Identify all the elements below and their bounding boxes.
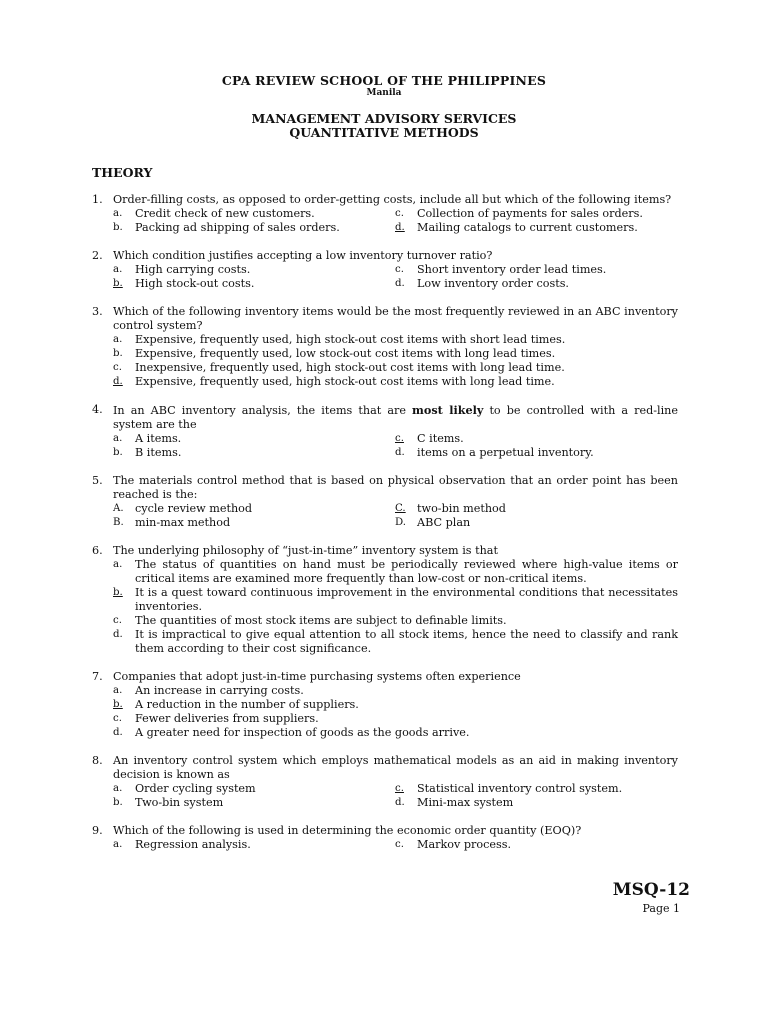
answer-option xyxy=(113,432,395,446)
option-text: Two-bin system xyxy=(135,796,224,809)
question-item xyxy=(92,403,678,460)
question-number: 5. xyxy=(92,474,103,487)
answer-option xyxy=(395,796,678,810)
answer-options xyxy=(113,558,678,656)
answer-option xyxy=(113,614,678,628)
question-number: 2. xyxy=(92,249,103,262)
option-letter: b. xyxy=(113,797,123,808)
option-letter: a. xyxy=(113,839,123,850)
option-text: A reduction in the number of suppliers. xyxy=(135,698,359,711)
option-letter: d. xyxy=(395,278,405,289)
option-letter: c. xyxy=(395,783,404,794)
option-text: A items. xyxy=(135,432,182,445)
option-text: Fewer deliveries from suppliers. xyxy=(135,712,319,725)
option-letter: D. xyxy=(395,517,407,528)
answer-option xyxy=(395,502,678,516)
option-text: High stock-out costs. xyxy=(135,277,255,290)
option-letter: a. xyxy=(113,783,123,794)
answer-option xyxy=(113,333,678,347)
question-item xyxy=(92,305,678,389)
option-text: Packing ad shipping of sales orders. xyxy=(135,221,340,234)
answer-option xyxy=(395,277,678,291)
question-text: Which of the following is used in determining the economic order quantity (EOQ)? xyxy=(113,824,582,837)
option-letter: b. xyxy=(113,278,123,289)
option-text: items on a perpetual inventory. xyxy=(417,446,594,459)
answer-option xyxy=(395,221,678,235)
option-letter: d. xyxy=(113,376,123,387)
option-text: Expensive, frequently used, low stock-out cost items with long lead times. xyxy=(135,347,556,360)
question-item xyxy=(92,474,678,530)
answer-option xyxy=(113,263,395,277)
option-letter: a. xyxy=(113,264,123,275)
school-city: Manila xyxy=(366,88,402,98)
answer-options xyxy=(113,684,678,740)
question-text xyxy=(113,403,678,432)
answer-options xyxy=(113,782,678,810)
answer-options xyxy=(113,432,678,460)
answer-option xyxy=(395,207,678,221)
option-letter: d. xyxy=(395,222,405,233)
subject-title: MANAGEMENT ADVISORY SERVICES xyxy=(251,111,517,126)
question-item xyxy=(92,249,678,291)
option-text: Mini-max system xyxy=(417,796,514,809)
answer-option xyxy=(113,361,678,375)
question-text: Which condition justifies accepting a low inventory turnover ratio? xyxy=(113,249,493,262)
topic-title: QUANTITATIVE METHODS xyxy=(289,125,479,140)
question-list xyxy=(92,193,678,866)
question-text: The underlying philosophy of “just-in-time” inventory system is that xyxy=(113,544,498,557)
question-text: Which of the following inventory items would be the most frequently reviewed in an ABC inventory control system? xyxy=(113,305,678,332)
question-number: 7. xyxy=(92,670,103,683)
question-item xyxy=(92,544,678,656)
option-letter: b. xyxy=(113,447,123,458)
option-letter: B. xyxy=(113,517,124,528)
answer-option xyxy=(113,347,678,361)
option-text: two-bin method xyxy=(417,502,506,515)
answer-option xyxy=(113,446,395,460)
answer-option xyxy=(113,207,395,221)
option-text: Order cycling system xyxy=(135,782,256,795)
answer-option xyxy=(395,838,678,852)
question-emphasis: most likely xyxy=(412,403,484,417)
option-text: C items. xyxy=(417,432,464,445)
question-item xyxy=(92,670,678,740)
option-letter: c. xyxy=(113,362,122,373)
option-letter: a. xyxy=(113,559,123,570)
option-text: cycle review method xyxy=(135,502,253,515)
option-letter: a. xyxy=(113,208,123,219)
option-text: The quantities of most stock items are subject to definable limits. xyxy=(135,614,507,627)
option-letter: c. xyxy=(113,713,122,724)
option-text: It is a quest toward continuous improvement in the environmental conditions that necessitates inventories. xyxy=(135,586,678,613)
option-letter: c. xyxy=(113,615,122,626)
option-text: Mailing catalogs to current customers. xyxy=(417,221,638,234)
option-letter: a. xyxy=(113,433,123,444)
option-letter: d. xyxy=(113,727,123,738)
option-letter: C. xyxy=(395,503,406,514)
option-letter: a. xyxy=(113,685,123,696)
question-item xyxy=(92,754,678,810)
option-text: Expensive, frequently used, high stock-out cost items with long lead time. xyxy=(135,375,555,388)
question-number: 4. xyxy=(92,403,103,416)
answer-option xyxy=(113,516,395,530)
question-text: An inventory control system which employs mathematical models as an aid in making inventory decision is known as xyxy=(113,754,678,781)
option-text: Regression analysis. xyxy=(135,838,251,851)
answer-option xyxy=(113,698,678,712)
question-number: 6. xyxy=(92,544,103,557)
option-text: An increase in carrying costs. xyxy=(135,684,304,697)
question-number: 9. xyxy=(92,824,103,837)
option-text: A greater need for inspection of goods as the goods arrive. xyxy=(135,726,470,739)
answer-option xyxy=(395,446,678,460)
answer-option xyxy=(113,277,395,291)
question-number: 8. xyxy=(92,754,103,767)
answer-option xyxy=(113,221,395,235)
option-text: High carrying costs. xyxy=(135,263,251,276)
option-text: min-max method xyxy=(135,516,231,529)
option-text: Low inventory order costs. xyxy=(417,277,569,290)
option-letter: a. xyxy=(113,334,123,345)
option-letter: A. xyxy=(113,503,124,514)
question-text: Companies that adopt just-in-time purchasing systems often experience xyxy=(113,670,521,683)
option-letter: c. xyxy=(395,839,404,850)
option-text: Markov process. xyxy=(417,838,512,851)
answer-option xyxy=(113,838,395,852)
answer-option xyxy=(395,516,678,530)
answer-option xyxy=(113,684,678,698)
option-text: Statistical inventory control system. xyxy=(417,782,623,795)
option-text: Expensive, frequently used, high stock-out cost items with short lead times. xyxy=(135,333,566,346)
option-text: Inexpensive, frequently used, high stock-out cost items with long lead time. xyxy=(135,361,565,374)
option-letter: b. xyxy=(113,699,123,710)
question-text: Order-filling costs, as opposed to order-getting costs, include all but which of the following items? xyxy=(113,193,672,206)
option-text: B items. xyxy=(135,446,182,459)
option-text: ABC plan xyxy=(417,516,471,529)
option-letter: c. xyxy=(395,208,404,219)
answer-option xyxy=(113,628,678,656)
answer-option xyxy=(113,726,678,740)
option-text: Collection of payments for sales orders. xyxy=(417,207,643,220)
question-item xyxy=(92,193,678,235)
answer-option xyxy=(113,782,395,796)
question-number: 3. xyxy=(92,305,103,318)
option-text: Short inventory order lead times. xyxy=(417,263,607,276)
answer-options xyxy=(113,333,678,389)
question-text: The materials control method that is based on physical observation that an order point has been reached is the: xyxy=(113,474,678,501)
answer-options xyxy=(113,263,678,291)
answer-option xyxy=(395,782,678,796)
answer-option xyxy=(395,432,678,446)
option-letter: d. xyxy=(113,629,123,640)
option-letter: c. xyxy=(395,433,404,444)
option-text: It is impractical to give equal attention to all stock items, hence the need to classify and rank them according to their cost significance. xyxy=(135,628,678,655)
answer-options xyxy=(113,838,678,852)
question-text-part: In an ABC inventory analysis, the items that are xyxy=(113,404,413,417)
option-text: Credit check of new customers. xyxy=(135,207,315,220)
option-letter: b. xyxy=(113,222,123,233)
question-item xyxy=(92,824,678,852)
answer-option xyxy=(113,375,678,389)
section-heading: THEORY xyxy=(92,165,153,180)
option-letter: b. xyxy=(113,587,123,598)
question-number: 1. xyxy=(92,193,103,206)
option-letter: b. xyxy=(113,348,123,359)
answer-option xyxy=(395,263,678,277)
answer-option xyxy=(113,796,395,810)
school-name: CPA REVIEW SCHOOL OF THE PHILIPPINES xyxy=(221,73,547,88)
question-text-part: to be controlled with a red-line system are the xyxy=(113,404,678,431)
answer-option xyxy=(113,712,678,726)
answer-option xyxy=(113,502,395,516)
answer-options xyxy=(113,502,678,530)
option-letter: d. xyxy=(395,447,405,458)
option-text: The status of quantities on hand must be periodically reviewed where high-value items or critical items are examined more frequently than low-cost or non-critical items. xyxy=(135,558,678,585)
answer-options xyxy=(113,207,678,235)
option-letter: c. xyxy=(395,264,404,275)
page-number: Page 1 xyxy=(642,902,680,915)
document-code: MSQ-12 xyxy=(612,880,690,900)
option-letter: d. xyxy=(395,797,405,808)
answer-option xyxy=(113,558,678,586)
answer-option xyxy=(113,586,678,614)
